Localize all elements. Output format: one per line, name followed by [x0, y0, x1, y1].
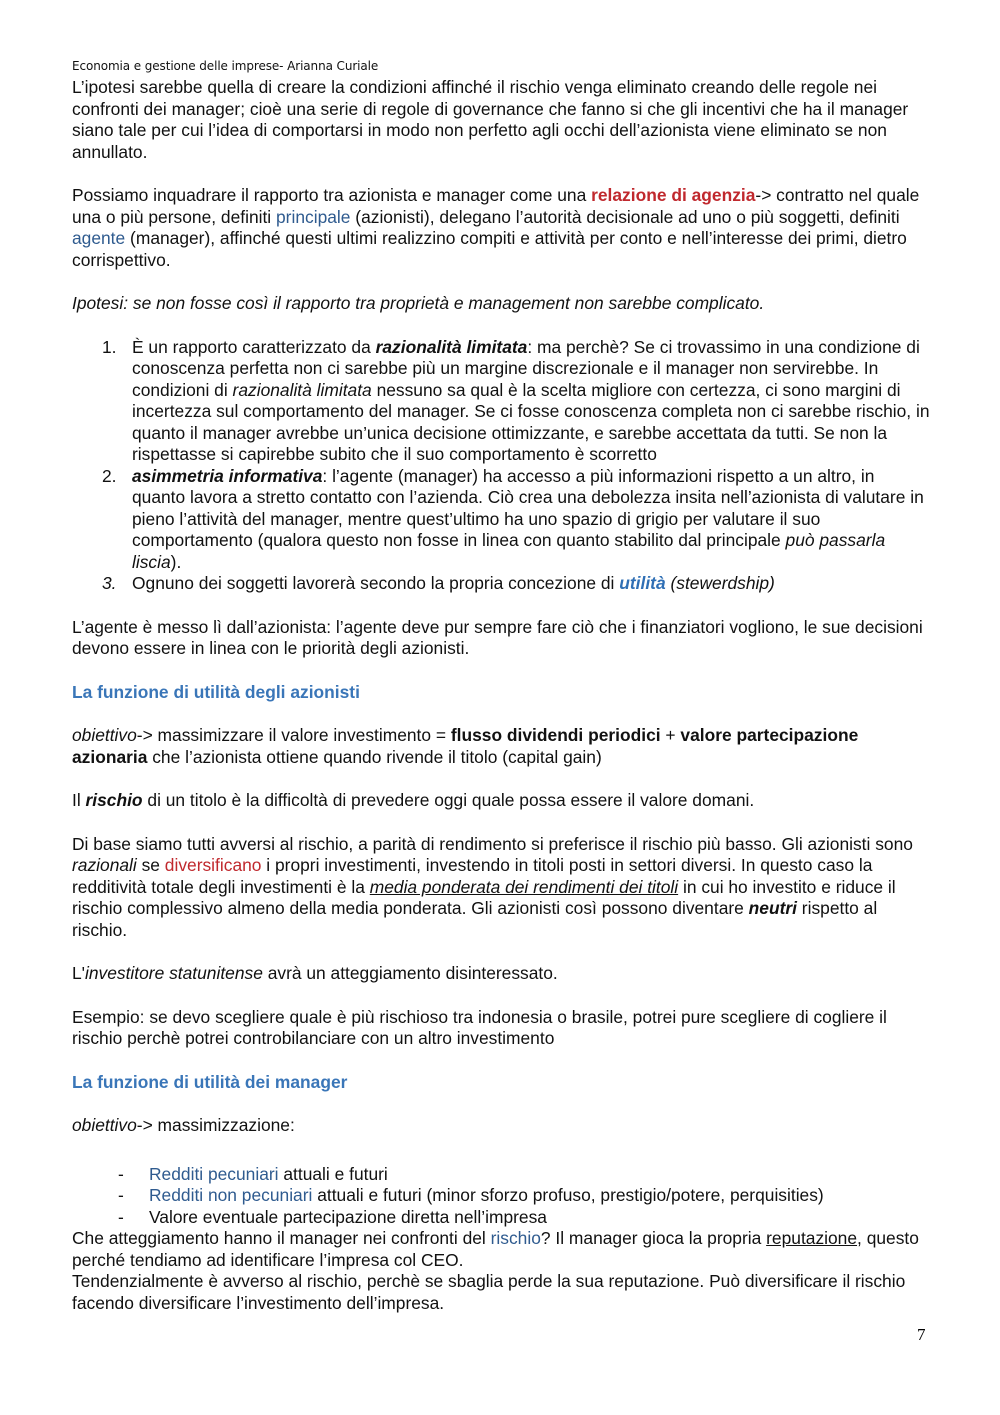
text: i propri investimenti, investendo in titoli posti in settori diversi. In questo caso la redditività totale degli investimenti è la — [72, 855, 873, 897]
text-italic: (stewerdship) — [665, 573, 775, 593]
list-item-3 — [72, 573, 930, 595]
text: Valore eventuale partecipazione diretta nell’impresa — [149, 1206, 547, 1227]
list-number: 3. — [102, 573, 117, 593]
dash-list — [72, 1164, 930, 1229]
text: -> contratto nel quale una o più persone, definiti — [72, 185, 920, 227]
term-principale: principale — [276, 206, 351, 227]
paragraph-investitore — [72, 963, 930, 985]
dash-mark: - — [118, 1163, 124, 1184]
section-heading-manager: La funzione di utilità dei manager — [72, 1071, 348, 1092]
text: ? Il manager gioca la propria — [540, 1228, 767, 1248]
text: : l’agente (manager) ha accesso a più informazioni rispetto a un altro, in quanto lavora a stretto contatto con l’azienda. Ciò crea una debolezza insita nell’azionista di valutare in pieno l’attività del manager, mentre quest’ultimo ha uno spazio di grigio per valutare il suo comportamento (qualora questo non fosse in linea con quanto stabilito dal principale — [132, 465, 924, 550]
text: Ipotesi: se non fosse così il rapporto tra proprietà e management non sarebbe complicato. — [72, 293, 765, 313]
text: -> massimizzare il valore investimento = — [136, 725, 451, 745]
text: Il — [72, 790, 86, 810]
term-relazione-di-agenzia: relazione di agenzia — [591, 185, 756, 205]
running-header: Economia e gestione delle imprese- Arianna Curiale — [72, 59, 379, 73]
paragraph-rischio — [72, 790, 930, 812]
term-media-ponderata: media ponderata dei rendimenti dei titoli — [369, 876, 679, 897]
term-reputazione: reputazione — [766, 1228, 858, 1248]
paragraph-obiettivo-azionisti — [72, 725, 930, 768]
text-italic: obiettivo — [72, 725, 137, 745]
dash-mark: - — [118, 1206, 124, 1227]
text: (manager), affinché questi ultimi realizzino compiti e attività per conto e nell’interesse dei primi, dietro corrispettivo. — [72, 228, 907, 270]
list-number: 1. — [102, 336, 117, 357]
text: -> massimizzazione: — [136, 1115, 295, 1135]
text: (azionisti), delegano l’autorità decisionale ad uno o più soggetti, definiti — [350, 206, 900, 227]
list-item-2 — [72, 466, 930, 574]
text: in cui ho investito e riduce il rischio complessivo almeno della media ponderata. Gli azionisti così possono diventare — [72, 876, 896, 918]
text: nessuno sa qual è la scelta migliore con certezza, ci sono margini di incertezza sul comportamento del manager. Se ci fosse conoscenza completa non ci sarebbe rischio, in quanto il manager avrebbe un’unica decisione ottimizzante, e sarebbe accettata da tutti. Se non la rispettasse si capirebbe subito che il suo comportamento è scorretto — [132, 379, 930, 464]
dash-mark: - — [118, 1185, 124, 1205]
term-flusso-dividendi: flusso dividendi periodici — [450, 725, 661, 745]
text: Che atteggiamento hanno il manager nei confronti del — [72, 1228, 491, 1248]
term-diversificano: diversificano — [164, 855, 262, 875]
term-neutri: neutri — [748, 898, 797, 918]
numbered-list — [72, 337, 930, 595]
paragraph-hypothesis — [72, 293, 930, 315]
text: Di base siamo tutti avversi al rischio, a parità di rendimento si preferisce il rischio più basso. Gli azionisti sono — [72, 833, 913, 854]
term-asimmetria-informativa: asimmetria informativa — [132, 465, 323, 486]
text-italic: obiettivo — [72, 1115, 137, 1135]
text: ). — [170, 551, 182, 572]
term-razionalita-limitata-italic: razionalità limitata — [232, 379, 372, 400]
paragraph-obiettivo-manager — [72, 1115, 930, 1137]
text-italic: può passarla liscia — [132, 530, 886, 572]
term-utilita: utilità — [619, 573, 666, 593]
text: avrà un atteggiamento disinteressato. — [262, 963, 558, 983]
text: attuali e futuri — [278, 1163, 388, 1184]
list-number: 2. — [102, 465, 117, 486]
text-italic: investitore statunitense — [85, 963, 263, 983]
paragraph-diversificazione — [72, 834, 930, 942]
text: Possiamo inquadrare il rapporto tra azionista e manager come una — [72, 185, 592, 205]
paragraph-agency-relation — [72, 185, 930, 271]
paragraph-esempio: Esempio: se devo scegliere quale è più rischioso tra indonesia o brasile, potrei pure scegliere di cogliere il rischio perchè potrei controbilanciare con un altro investimento — [72, 1006, 887, 1048]
paragraph-avverso: Tendenzialmente è avverso al rischio, perchè se sbaglia perde la sua reputazione. Può diversificare il rischio facendo diversificare l’investimento dell’impresa. — [72, 1271, 906, 1313]
text: Ognuno dei soggetti lavorerà secondo la propria concezione di — [132, 573, 620, 593]
dash-item-1 — [72, 1164, 930, 1186]
section-heading-azionisti: La funzione di utilità degli azionisti — [72, 681, 360, 702]
text: L' — [72, 963, 85, 983]
text: rispetto al rischio. — [72, 898, 878, 940]
term-valore-partecipazione: valore partecipazione azionaria — [72, 725, 859, 767]
text: , questo perché tendiamo ad identificare l’impresa col CEO. — [72, 1228, 919, 1270]
text-italic: razionali — [72, 855, 137, 875]
term-rischio: rischio — [85, 790, 143, 810]
term-agente: agente — [72, 228, 126, 248]
page-number: 7 — [917, 1325, 926, 1344]
term-rischio-blue: rischio — [490, 1228, 541, 1248]
paragraph-agent-role: L’agente è messo lì dall’azionista: l’agente deve pur sempre fare ciò che i finanziatori vogliono, le sue decisioni devono essere in linea con le priorità degli azionisti. — [72, 616, 923, 658]
term-razionalita-limitata: razionalità limitata — [375, 336, 528, 357]
text: + — [660, 725, 681, 745]
term-redditi-pecuniari: Redditi pecuniari — [149, 1163, 279, 1184]
list-item-1 — [72, 337, 930, 466]
dash-item-3 — [72, 1207, 930, 1229]
text: se — [136, 855, 165, 875]
dash-item-2 — [72, 1185, 930, 1207]
text: : ma perchè? Se ci trovassimo in una condizione di conoscenza perfetta non ci sarebbe più un margine discrezionale e il manager non servirebbe. In condizioni di — [132, 336, 920, 400]
paragraph-governance: L’ipotesi sarebbe quella di creare la condizioni affinché il rischio venga eliminato creando delle regole nei confronti dei manager; cioè una serie di regole di governance che fanno si che gli incentivi che ha il manager siano tale per cui l’idea di comportarsi in modo non perfetto agli occhi dell’azionista viene eliminato se non annullato. — [72, 77, 909, 162]
text: di un titolo è la difficoltà di prevedere oggi quale possa essere il valore domani. — [142, 790, 755, 810]
text: È un rapporto caratterizzato da — [132, 336, 376, 357]
text: attuali e futuri (minor sforzo profuso, prestigio/potere, perquisities) — [312, 1185, 824, 1205]
paragraph-atteggiamento — [72, 1228, 930, 1271]
text: che l’azionista ottiene quando rivende il titolo (capital gain) — [147, 746, 602, 767]
term-redditi-non-pecuniari: Redditi non pecuniari — [149, 1185, 313, 1205]
